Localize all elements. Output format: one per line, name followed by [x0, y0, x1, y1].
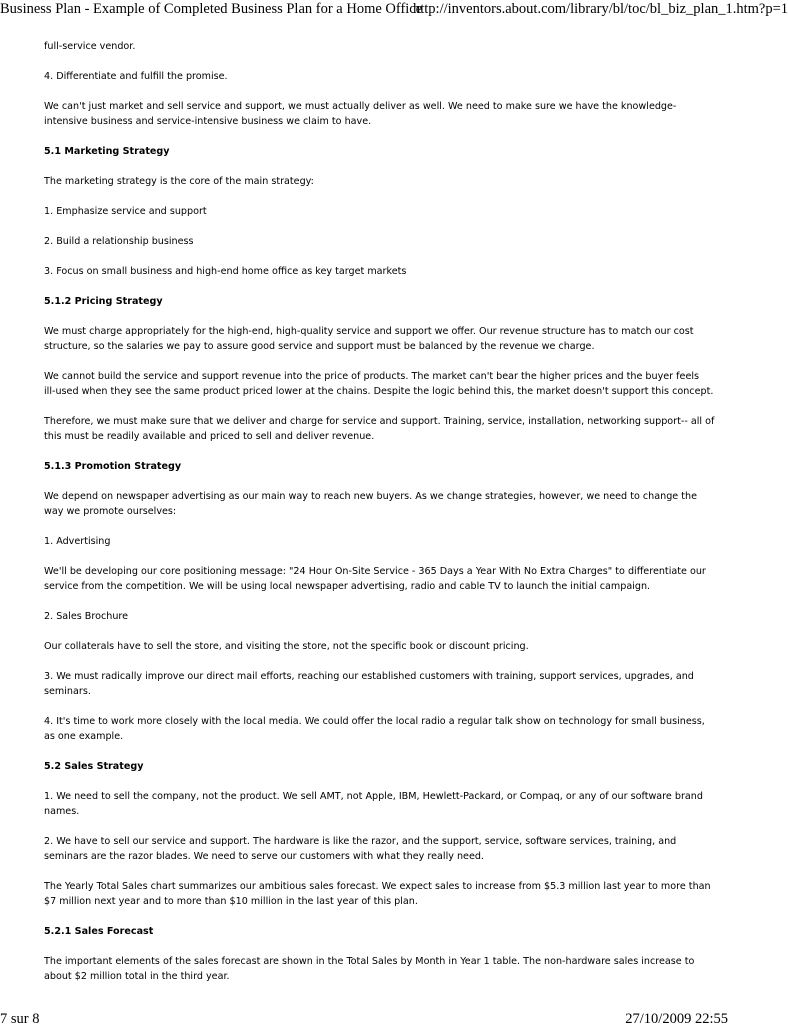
print-datetime: 27/10/2009 22:55: [625, 1011, 728, 1027]
section-heading: [44, 759, 692, 774]
paragraph: [44, 69, 692, 84]
text-line: 5.1 Marketing Strategy: [44, 146, 170, 157]
paragraph: [44, 879, 711, 909]
text-line: about $2 million total in the third year.: [44, 971, 230, 982]
text-line: 4. Differentiate and fulfill the promise.: [44, 71, 228, 82]
section-heading: [44, 459, 692, 474]
text-line: 1. Advertising: [44, 536, 111, 547]
paragraph: [44, 264, 692, 279]
text-line: 4. It's time to work more closely with the local media. We could offer the local radio a regular talk show on technology for small business,: [44, 716, 705, 727]
paragraph: [44, 954, 695, 984]
text-line: Our collaterals have to sell the store, and visiting the store, not the specific book or discount pricing.: [44, 641, 529, 652]
text-line: structure, so the salaries we pay to assure good service and support must be balanced by the revenue we charge.: [44, 341, 595, 352]
text-line: names.: [44, 806, 80, 817]
text-line: service from the competition. We will be using local newspaper advertising, radio and cable TV to launch the initial campaign.: [44, 581, 651, 592]
text-line: this must be readily available and priced to sell and deliver revenue.: [44, 431, 375, 442]
text-line: We'll be developing our core positioning message: "24 Hour On-Site Service - 365 Days a Year With No Extra Charges" to differentiate our: [44, 566, 706, 577]
section-heading: [44, 144, 692, 159]
text-line: The Yearly Total Sales chart summarizes our ambitious sales forecast. We expect sales to increase from $5.3 million last year to more than: [44, 881, 711, 892]
paragraph: [44, 789, 703, 819]
text-line: 5.2 Sales Strategy: [44, 761, 144, 772]
paragraph: [44, 414, 715, 444]
text-line: 5.2.1 Sales Forecast: [44, 926, 154, 937]
paragraph: [44, 714, 705, 744]
text-line: 5.1.2 Pricing Strategy: [44, 296, 163, 307]
paragraph: [44, 234, 692, 249]
print-footer: [0, 1010, 728, 1030]
paragraph: [44, 204, 692, 219]
text-line: The marketing strategy is the core of the main strategy:: [44, 176, 314, 187]
paragraph: [44, 99, 692, 129]
text-line: $7 million next year and to more than $10 million in the last year of this plan.: [44, 896, 418, 907]
text-line: 2. We have to sell our service and support. The hardware is like the razor, and the support, service, software services, training, and: [44, 836, 677, 847]
text-line: 1. We need to sell the company, not the product. We sell AMT, not Apple, IBM, Hewlett-Packard, or Compaq, or any of our software brand: [44, 791, 703, 802]
paragraph: [44, 174, 692, 189]
paragraph: [44, 534, 692, 549]
page-number: 7 sur 8: [0, 1011, 40, 1027]
text-line: seminars.: [44, 686, 91, 697]
paragraph: [44, 489, 697, 519]
text-line: Therefore, we must make sure that we deliver and charge for service and support. Training, service, installation, networking support-- all of: [44, 416, 715, 427]
text-line: We must charge appropriately for the high-end, high-quality service and support we offer. Our revenue structure has to match our cost: [44, 326, 694, 337]
text-line: seminars are the razor blades. We need to serve our customers with what they really need.: [44, 851, 484, 862]
text-line: as one example.: [44, 731, 124, 742]
text-line: 3. We must radically improve our direct mail efforts, reaching our established customers with training, support services, upgrades, and: [44, 671, 694, 682]
paragraph: [44, 639, 692, 654]
text-line: We can't just market and sell service and support, we must actually deliver as well. We need to make sure we have the knowledge-: [44, 101, 677, 112]
text-line: We cannot build the service and support revenue into the price of products. The market can't bear the higher prices and the buyer feels: [44, 371, 700, 382]
text-line: 1. Emphasize service and support: [44, 206, 207, 217]
text-line: 2. Build a relationship business: [44, 236, 194, 247]
paragraph: [44, 369, 714, 399]
paragraph: [44, 324, 692, 354]
paragraph: [44, 609, 692, 624]
text-line: 5.1.3 Promotion Strategy: [44, 461, 182, 472]
text-line: The important elements of the sales forecast are shown in the Total Sales by Month in Year 1 table. The non-hardware sales increase to: [44, 956, 695, 967]
paragraph: [44, 834, 692, 864]
paragraph: [44, 564, 706, 594]
page-url: http://inventors.about.com/library/bl/toc/bl_biz_plan_1.htm?p=1: [413, 1, 788, 17]
paragraph: [44, 39, 692, 54]
text-line: We depend on newspaper advertising as our main way to reach new buyers. As we change strategies, however, we need to change the: [44, 491, 697, 502]
text-line: intensive business and service-intensive business we claim to have.: [44, 116, 372, 127]
page-title: Business Plan - Example of Completed Business Plan for a Home Office: [0, 1, 423, 17]
text-line: 3. Focus on small business and high-end home office as key target markets: [44, 266, 407, 277]
text-line: ill-used when they see the same product priced lower at the chains. Despite the logic behind this, the market doesn't support this concept.: [44, 386, 714, 397]
text-line: way we promote ourselves:: [44, 506, 177, 517]
print-header: [0, 0, 788, 20]
section-heading: [44, 294, 692, 309]
section-heading: [44, 924, 692, 939]
text-line: full-service vendor.: [44, 41, 136, 52]
text-line: 2. Sales Brochure: [44, 611, 129, 622]
paragraph: [44, 669, 692, 699]
